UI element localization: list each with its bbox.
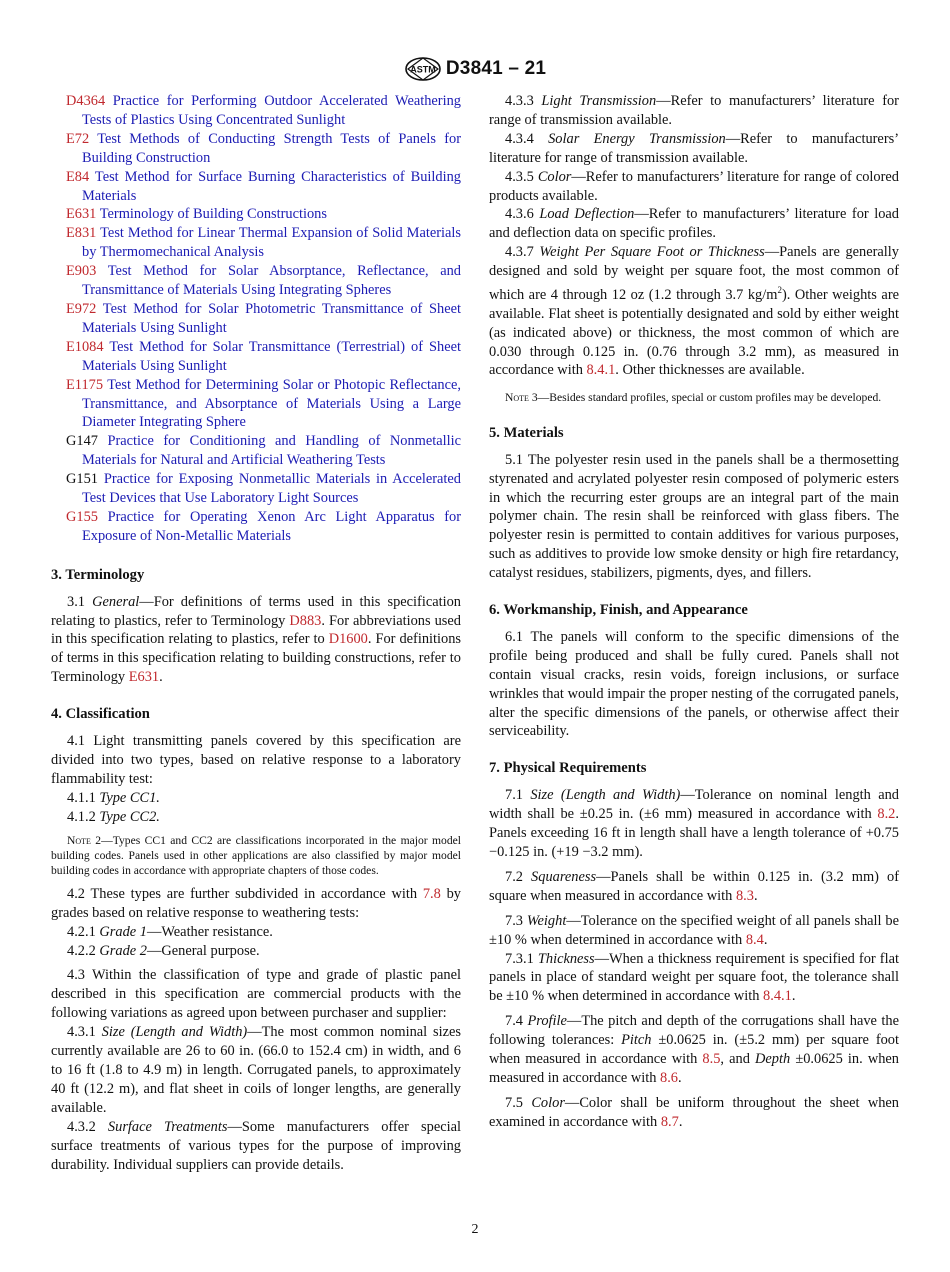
reference-item [51,338,461,376]
paragraph-4-3-6: 4.3.6 Load Deflection—Refer to manufacturers’ literature for load and deflection data on specific profiles. [489,206,900,242]
paragraph-4-1-2: 4.1.2 Type CC2. [67,808,160,825]
section-heading: 7. Physical Requirements [489,760,647,777]
reference-code[interactable]: E903 [66,263,97,280]
paragraph-4-3-5: 4.3.5 Color—Refer to manufacturers’ literature for range of colored products available. [489,168,899,204]
paragraph-4-2: 4.2 These types are further subdivided in accordance with 7.8 by grades based on relative response to weathering tests: [51,885,461,921]
reference-code: G147 [66,433,98,450]
paragraph-4-3-1: 4.3.1 Size (Length and Width)—The most common nominal sizes currently available are 26 to 60 in. (66.0 to 152.4 cm) in width, and 6 to 16 ft (1.8 to 4.9 m) in length. Corrugated panels, to approximately 40 ft (12.2 m), and flat sheet in coils of longer lengths, are generally available. [51,1024,462,1116]
reference-item [51,130,461,168]
paragraph-7-2: 7.2 Squareness—Panels shall be within 0.125 in. (3.2 mm) of square when measured in accordance with 8.3. [489,868,899,904]
reference-code[interactable]: E972 [66,300,97,317]
reference-title[interactable]: Test Method for Solar Absorptance, Reflectance, and Transmittance of Materials Using Integrating Spheres [82,263,462,299]
section-heading: 3. Terminology [51,566,145,583]
reference-title[interactable]: Practice for Operating Xenon Arc Light Apparatus for Exposure of Non-Metallic Materials [82,508,461,544]
xref-link[interactable]: E631 [128,669,160,686]
reference-title[interactable]: Test Method for Solar Photometric Transmittance of Sheet Materials Using Sunlight [82,300,461,336]
page-header [0,54,950,84]
paragraph-7-5: 7.5 Color—Color shall be uniform throughout the sheet when examined in accordance with 8.7. [489,1094,899,1130]
reference-item [51,470,461,508]
reference-item [51,376,461,433]
paragraph-4-3-7: 4.3.7 Weight Per Square Foot or Thickness—Panels are generally designed and sold by weight per square foot, the most common of which are 4 through 12 oz (1.2 through 3.7 $kg/m^2$). Other weights are available. Flat sheet is potentially designated and sold by either weight (as indicated above) or thickness, the most common of which are 0.030 through 0.125 in. (0.76 through 3.2 mm), as measured in accordance with 8.4.1. Other thicknesses are available. [489,244,899,379]
reference-title[interactable]: Test Method for Linear Thermal Expansion of Solid Materials by Thermomechanical Analysis [82,225,461,261]
paragraph-7-3: 7.3 Weight—Tolerance on the specified weight of all panels shall be ±10 % when determined in accordance with 8.4. [489,912,899,948]
astm-logo-text: ASTM [410,64,436,75]
xref-link[interactable]: 8.4 [745,931,764,948]
page-number: 2 [471,1222,479,1237]
reference-title[interactable]: Practice for Conditioning and Handling of Nonmetallic Materials for Natural and Artificial Weathering Tests [82,433,461,469]
paragraph-4-1: 4.1 Light transmitting panels covered by this specification are divided into two types, based on relative response to a laboratory flammability test: [51,733,461,787]
reference-list [51,92,461,546]
xref-link[interactable]: 8.3 [735,887,754,904]
xref-link[interactable]: 8.2 [877,806,896,823]
section-heading: 4. Classification [51,706,150,723]
paragraph-3-1: 3.1 General—For definitions of terms used in this specification relating to plastics, refer to Terminology D883. For abbreviations used in this specification relating to plastics, refer to D1600. For definitions of terms in this specification relating to building constructions, refer to Terminology E631. [51,593,461,686]
paragraph-4-2-2: 4.2.2 Grade 2—General purpose. [67,942,260,959]
reference-code[interactable]: G155 [66,508,98,525]
section-heading: 5. Materials [489,424,564,441]
reference-code[interactable]: E72 [66,130,90,147]
reference-title[interactable]: Test Methods of Conducting Strength Tests of Panels for Building Construction [82,130,461,166]
reference-item [51,508,461,546]
paragraph-6-1: 6.1 The panels will conform to the specific dimensions of the profile being produced and shall be fully cured. Panels shall not contain visual cracks, resin voids, foreign inclusions, or surface wrinkles that would impair the proper nesting of the corrugated panels, alter the specific dimensions of the panels, or otherwise affect their serviceability. [489,628,899,740]
astm-logo-icon [404,56,442,82]
reference-title[interactable]: Terminology of Building Constructions [99,206,327,223]
reference-code[interactable]: E831 [66,225,97,242]
xref-link[interactable]: 7.8 [422,885,441,902]
xref-link[interactable]: 8.5 [702,1051,721,1068]
reference-item [51,92,461,130]
reference-code[interactable]: E631 [66,206,97,223]
xref-link[interactable]: 8.6 [660,1069,679,1086]
xref-link[interactable]: 8.7 [660,1113,679,1130]
reference-item [51,168,461,206]
reference-item [51,262,461,300]
reference-title[interactable]: Practice for Exposing Nonmetallic Materials in Accelerated Test Devices that Use Laboratory Light Sources [82,471,461,507]
left-column [51,92,461,1174]
right-column [489,92,899,1132]
reference-code[interactable]: E1084 [66,338,104,355]
reference-code[interactable]: D4364 [66,93,106,109]
xref-link[interactable]: D1600 [328,631,368,648]
paragraph-5-1: 5.1 The polyester resin used in the panels shall be a thermosetting styrenated and acrylated polyester resin composed of polymeric esters in which the recurring ester groups are an integral part of the main polymer chain. The resin shall be reinforced with glass fibers. The polyester resin is permitted to contain additives for various purposes, such as additives to provide low smoke density or high fire retardancy, catalyst residues, stabilizers, pigments, dyes, and fillers. [489,451,899,582]
paragraph-4-1-1: 4.1.1 Type CC1. [67,789,160,806]
reference-title[interactable]: Test Method for Determining Solar or Photopic Reflectance, Transmittance, and Absorptance of Materials Using a Large Diameter Integrating Sphere [82,376,461,431]
reference-code[interactable]: E84 [66,168,90,185]
paragraph-4-2-1: 4.2.1 Grade 1—Weather resistance. [67,923,273,940]
note-2: Note 2—Types CC1 and CC2 are classifications incorporated in the major model building codes. Panels used in other applications are also classified by major model building codes in accordance with appropriate chapters of those codes. [51,833,461,878]
reference-item [51,300,461,338]
xref-link[interactable]: 8.4.1 [586,362,616,379]
xref-link[interactable]: D883 [289,612,322,629]
note-3: Note 3—Besides standard profiles, special or custom profiles may be developed. [505,391,882,405]
paragraph-7-3-1: 7.3.1 Thickness—When a thickness requirement is specified for flat panels in place of standard weight per square foot, the tolerance shall be ±10 % when determined in accordance with 8.4.1. [489,950,899,1005]
reference-code: G151 [66,471,98,488]
reference-title[interactable]: Test Method for Surface Burning Characteristics of Building Materials [82,168,461,204]
reference-title[interactable]: Practice for Performing Outdoor Accelerated Weathering Tests of Plastics Using Concentrated Sunlight [82,93,461,128]
reference-title[interactable]: Test Method for Solar Transmittance (Terrestrial) of Sheet Materials Using Sunlight [82,338,461,374]
xref-link[interactable]: 8.4.1 [763,988,792,1005]
paragraph-7-4: 7.4 Profile—The pitch and depth of the corrugations shall have the following tolerances: Pitch ±0.0625 in. (±5.2 mm) per square foot when measured in accordance with 8.5, and Depth ±0.0625 in. when measured in accordance with 8.6. [489,1013,900,1086]
paragraph-4-3: 4.3 Within the classification of type and grade of plastic panel described in this specification are commercial products with the following variations as agreed upon between purchaser and supplier: [51,967,461,1022]
section-heading: 6. Workmanship, Finish, and Appearance [489,602,748,619]
standard-designation: D3841 – 21 [445,58,547,79]
reference-item [51,205,461,224]
paragraph-7-1: 7.1 Size (Length and Width)—Tolerance on nominal length and width shall be ±0.25 in. (±6 mm) measured in accordance with 8.2. Panels exceeding 16 ft in length shall have a length tolerance of +0.75 −0.125 in. (+19 −3.2 mm). [489,787,899,861]
reference-code[interactable]: E1175 [66,376,104,393]
reference-item [51,224,461,262]
paragraph-4-3-4: 4.3.4 Solar Energy Transmission—Refer to manufacturers’ literature for range of transmission available. [489,130,899,166]
reference-item [51,432,461,470]
paragraph-4-3-3: 4.3.3 Light Transmission—Refer to manufacturers’ literature for range of transmission available. [489,93,899,128]
paragraph-4-3-2: 4.3.2 Surface Treatments—Some manufacturers offer special surface treatments of various types for the purpose of improving durability. Individual suppliers can provide details. [51,1118,461,1173]
